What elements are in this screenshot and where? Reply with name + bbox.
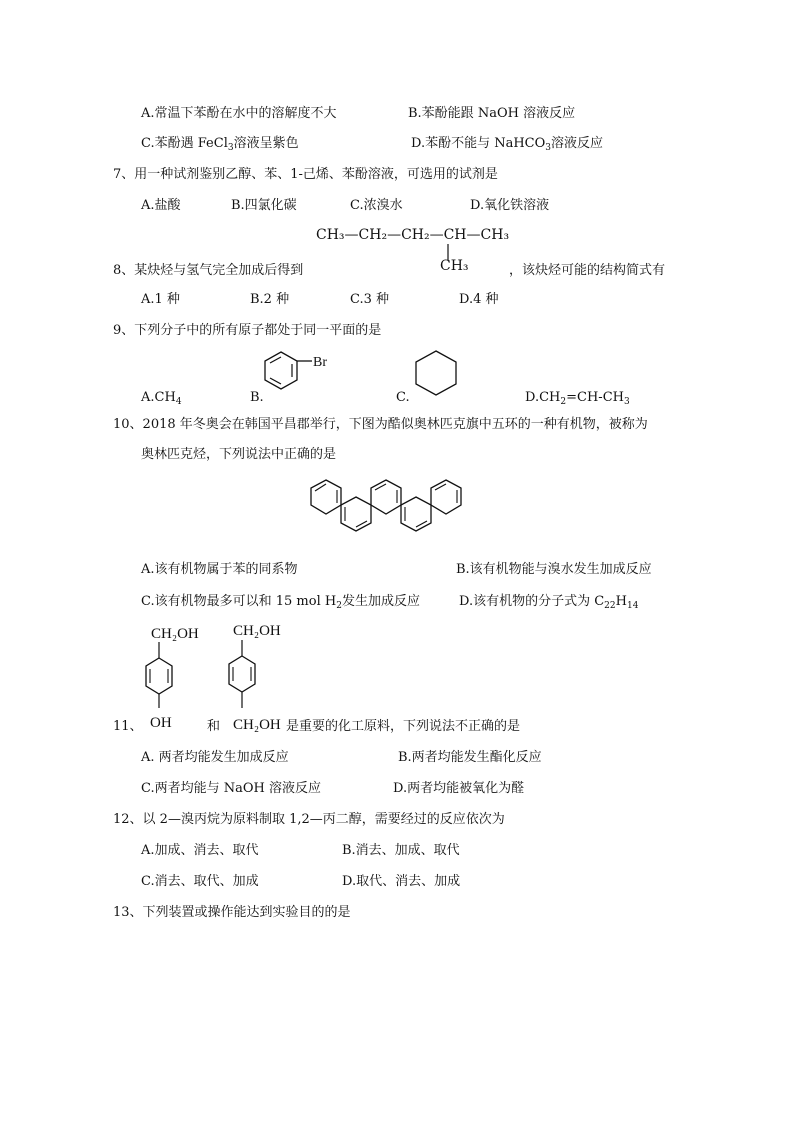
q9-option-a: $A.CH_4$ [141, 390, 182, 407]
q11-option-d: D.两者均能被氧化为醛 [393, 781, 525, 796]
q10-stem-line1: 10、2018 年冬奥会在韩国平昌郡举行，下图为酷似奥林匹克旗中五环的一种有机物，被称为 [113, 417, 648, 432]
q8-stem-suffix: ，该炔烃可能的结构简式有 [509, 263, 666, 278]
q8-option-d: D.4 种 [459, 292, 499, 307]
q10-stem-line2: 奥林匹克烃，下列说法中正确的是 [141, 447, 337, 462]
q11-stem: 是重要的化工原料，下列说法不正确的是 [286, 719, 521, 734]
q12-option-d: D.取代、消去、加成 [342, 874, 461, 889]
q9-stem: 9、下列分子中的所有原子都处于同一平面的是 [113, 323, 382, 338]
svg-text:CH₂OH: CH₂OH [151, 626, 199, 642]
q10-option-c: C.该有机物最多可以和 15 mol $H_2$发生加成反应 [141, 594, 420, 611]
q7-stem: 7、用一种试剂鉴别乙醇、苯、1-己烯、苯酚溶液，可选用的试剂是 [113, 167, 498, 182]
olympicene-structure [290, 470, 530, 552]
q6-option-b: B.苯酚能跟 NaOH 溶液反应 [408, 106, 576, 121]
bromobenzene-structure [262, 350, 342, 404]
q8-structure-main-chain: CH₃—CH₂—CH₂—CH—CH₃ [316, 227, 510, 243]
q12-option-a: A.加成、消去、取代 [141, 843, 259, 858]
svg-text:CH₂OH: CH₂OH [233, 717, 281, 733]
svg-text:OH: OH [150, 715, 172, 731]
q10-option-b: B.该有机物能与溴水发生加成反应 [456, 562, 652, 577]
q10-option-a: A.该有机物属于苯的同系物 [141, 562, 298, 577]
q8-stem-prefix: 8、某炔烃与氢气完全加成后得到 [113, 263, 304, 278]
q6-option-c: C.苯酚遇 FeCl$_3$溶液呈紫色 [141, 136, 299, 153]
q11-option-c: C.两者均能与 NaOH 溶液反应 [141, 781, 322, 796]
q6-option-d: D.苯酚不能与 NaHCO$_3$溶液反应 [411, 136, 604, 153]
q11-option-a: A. 两者均能发生加成反应 [141, 750, 289, 765]
q7-option-b: B.四氯化碳 [231, 198, 297, 213]
q9-option-c: C. [396, 390, 410, 405]
q7-option-d: D.氧化铁溶液 [470, 198, 550, 213]
q12-option-b: B.消去、加成、取代 [342, 843, 460, 858]
hydroxybenzyl-alcohol-structure [140, 622, 220, 734]
q11-and: 和 [207, 719, 221, 734]
q8-option-a: A.1 种 [141, 292, 180, 307]
bromine-label: Br [313, 355, 327, 370]
q13-stem: 13、下列装置或操作能达到实验目的的是 [113, 905, 351, 920]
benzenedimethanol-structure [225, 618, 305, 734]
q7-option-a: A.盐酸 [141, 198, 181, 213]
svg-text:CH₂OH: CH₂OH [233, 623, 281, 639]
q9-option-d: $D.CH_2=CH-CH_3$ [525, 390, 630, 407]
q10-option-d: D.该有机物的分子式为 $C_{22}H_{14}$ [459, 594, 639, 611]
q7-option-c: C.浓溴水 [350, 198, 403, 213]
q11-number: 11、 [113, 719, 143, 734]
q6-option-a: A.常温下苯酚在水中的溶解度不大 [141, 106, 337, 121]
q8-option-b: B.2 种 [250, 292, 290, 307]
q8-option-c: C.3 种 [350, 292, 390, 307]
cyclohexane-structure [414, 350, 460, 400]
q12-stem: 12、以 2—溴丙烷为原料制取 1,2—丙二醇，需要经过的反应依次为 [113, 812, 505, 827]
q8-structure-branch: CH₃ [440, 258, 469, 274]
q9-option-b: B. [250, 390, 264, 405]
q11-option-b: B.两者均能发生酯化反应 [398, 750, 542, 765]
q12-option-c: C.消去、取代、加成 [141, 874, 259, 889]
